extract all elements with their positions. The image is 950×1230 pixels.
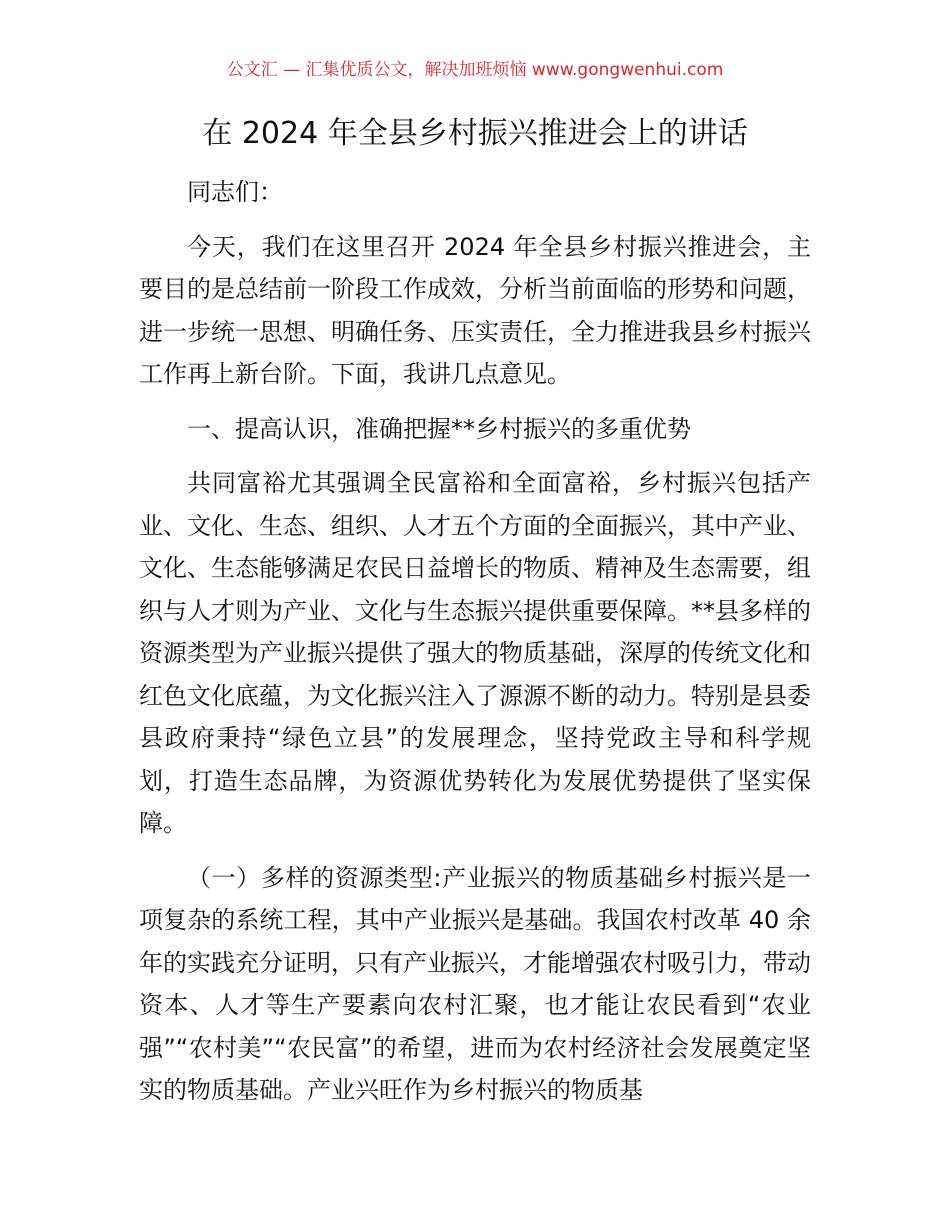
section-heading: 一、提高认识，准确把握**乡村振兴的多重优势 xyxy=(187,414,691,443)
subsection-paragraph: （一）多样的资源类型:产业振兴的物质基础乡村振兴是一项复杂的系统工程，其中产业振兴是基础。我国农村改革 40 余年的实践充分证明，只有产业振兴，才能增强农村吸引力，带动资本、人才等生产要素向农村汇聚，也才能让农民看到“农业强”“农村美”“农民富”的希望，进而为农村经济社会发展奠定坚实的物质基础。产业兴旺作为乡村振兴的物质基 xyxy=(139,863,811,1104)
greeting: 同志们： xyxy=(187,178,283,206)
section-paragraph: 共同富裕尤其强调全民富裕和全面富裕，乡村振兴包括产业、文化、生态、组织、人才五个方面的全面振兴，其中产业、文化、生态能够满足农民日益增长的物质、精神及生态需要，组织与人才则为产业、文化与生态振兴提供重要保障。**县多样的资源类型为产业振兴提供了强大的物质基础，深厚的传统文化和红色文化底蕴，为文化振兴注入了源源不断的动力。特别是县委县政府秉持“绿色立县”的发展理念，坚持党政主导和科学规划，打造生态品牌，为资源优势转化为发展优势提供了坚实保障。 xyxy=(139,469,811,837)
document-title: 在 2024 年全县乡村振兴推进会上的讲话 xyxy=(202,116,748,151)
intro-paragraph: 今天，我们在这里召开 2024 年全县乡村振兴推进会，主要目的是总结前一阶段工作成效，分析当前面临的形势和问题，进一步统一思想、明确任务、压实责任，全力推进我县乡村振兴工作再上新台阶。下面，我讲几点意见。 xyxy=(139,232,811,388)
site-banner[interactable]: 公文汇 — 汇集优质公文，解决加班烦恼 www.gongwenhui.com xyxy=(226,60,724,80)
document-body xyxy=(139,171,811,1112)
